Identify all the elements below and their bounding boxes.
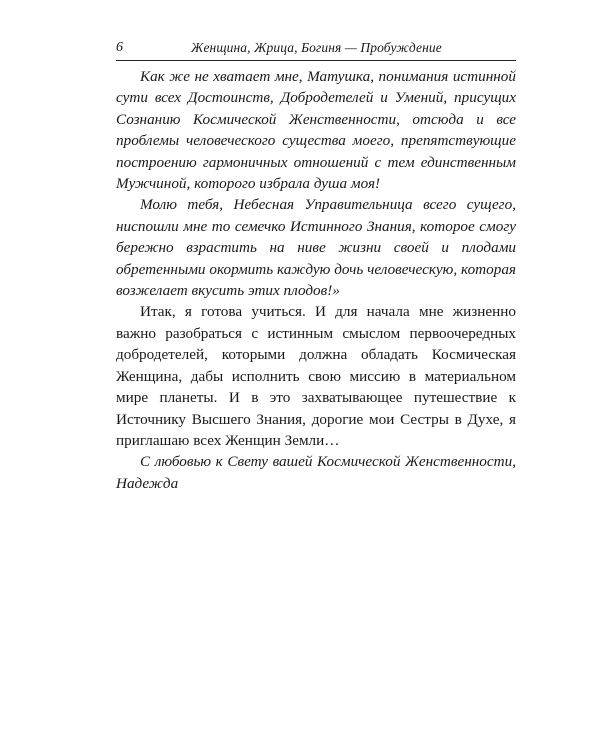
page-number: 6 <box>116 40 123 55</box>
paragraph-prayer-1: Как же не хватает мне, Матушка, понимания истинной сути всех Достоинств, Добродетелей и Умений, присущих Сознанию Космической Женственности, отсюда и все проблемы человеческого существа моего, препятствующие построению гармоничных отношений с тем единственным Мужчиной, которого избрала душа моя! <box>116 68 516 193</box>
body-text <box>116 66 516 494</box>
paragraph-main: Итак, я готова учиться. И для начала мне жизненно важно разобраться с истинным смыслом первоочередных добродетелей, которыми должна обладать Космическая Женщина, дабы исполнить свою миссию в материальном мире планеты. И в это захватывающее путешествие к Источнику Высшего Знания, дорогие мои Сестры в Духе, я приглашаю всех Женщин Земли… <box>116 303 516 449</box>
paragraph-signature: С любовью к Свету вашей Космической Женственности, Надежда <box>116 453 516 492</box>
paragraph-prayer-2: Молю тебя, Небесная Управительница всего сущего, ниспошли мне то семечко Истинного Знания, которое смогу бережно взрастить на ниве жизни своей и плодами обретенными окормить каждую дочь человеческую, которая возжелает вкусить этих плодов!» <box>116 196 516 300</box>
page-header <box>116 40 516 61</box>
running-title: Женщина, Жрица, Богиня — Пробуждение <box>191 40 442 55</box>
